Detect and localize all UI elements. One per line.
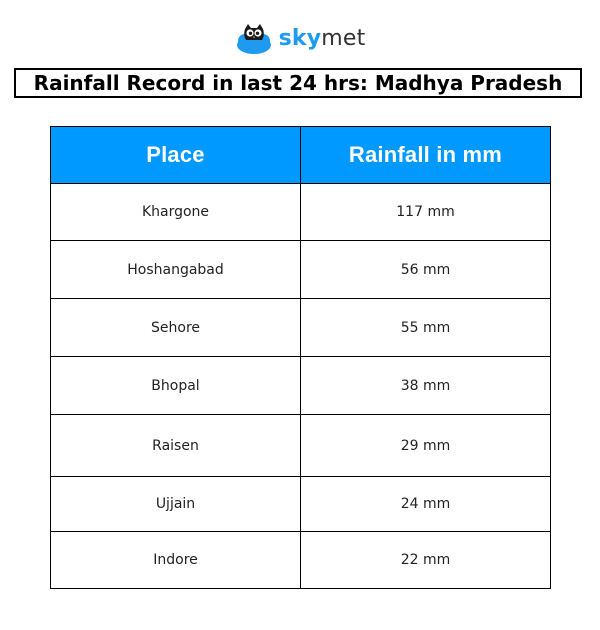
table-row — [51, 241, 551, 299]
rainfall-cell: 117 mm — [301, 184, 551, 241]
rainfall-cell: 56 mm — [301, 241, 551, 299]
place-cell: Raisen — [51, 415, 301, 477]
rainfall-cell: 38 mm — [301, 357, 551, 415]
rainfall-table — [50, 126, 551, 589]
table-header — [51, 127, 551, 184]
brand-logo — [0, 18, 600, 58]
table-row — [51, 415, 551, 477]
place-cell: Ujjain — [51, 477, 301, 532]
page-title: Rainfall Record in last 24 hrs: Madhya Pradesh — [33, 71, 563, 95]
rainfall-cell: 22 mm — [301, 532, 551, 589]
place-cell: Hoshangabad — [51, 241, 301, 299]
rainfall-cell: 29 mm — [301, 415, 551, 477]
table-row — [51, 477, 551, 532]
table-row — [51, 184, 551, 241]
column-header-place: Place — [51, 127, 301, 184]
table-row — [51, 532, 551, 589]
rainfall-cell: 24 mm — [301, 477, 551, 532]
rainfall-cell: 55 mm — [301, 299, 551, 357]
table-row — [51, 357, 551, 415]
brand-name-part1: sky — [278, 25, 322, 51]
column-header-rainfall: Rainfall in mm — [301, 127, 551, 184]
place-cell: Khargone — [51, 184, 301, 241]
place-cell: Bhopal — [51, 357, 301, 415]
title-banner — [14, 68, 582, 98]
brand-name-part2: met — [321, 25, 366, 51]
owl-cloud-icon — [235, 21, 273, 55]
table-row — [51, 299, 551, 357]
header-row — [51, 127, 551, 184]
brand-wordmark — [279, 26, 366, 51]
place-cell: Indore — [51, 532, 301, 589]
table-body — [51, 184, 551, 589]
place-cell: Sehore — [51, 299, 301, 357]
